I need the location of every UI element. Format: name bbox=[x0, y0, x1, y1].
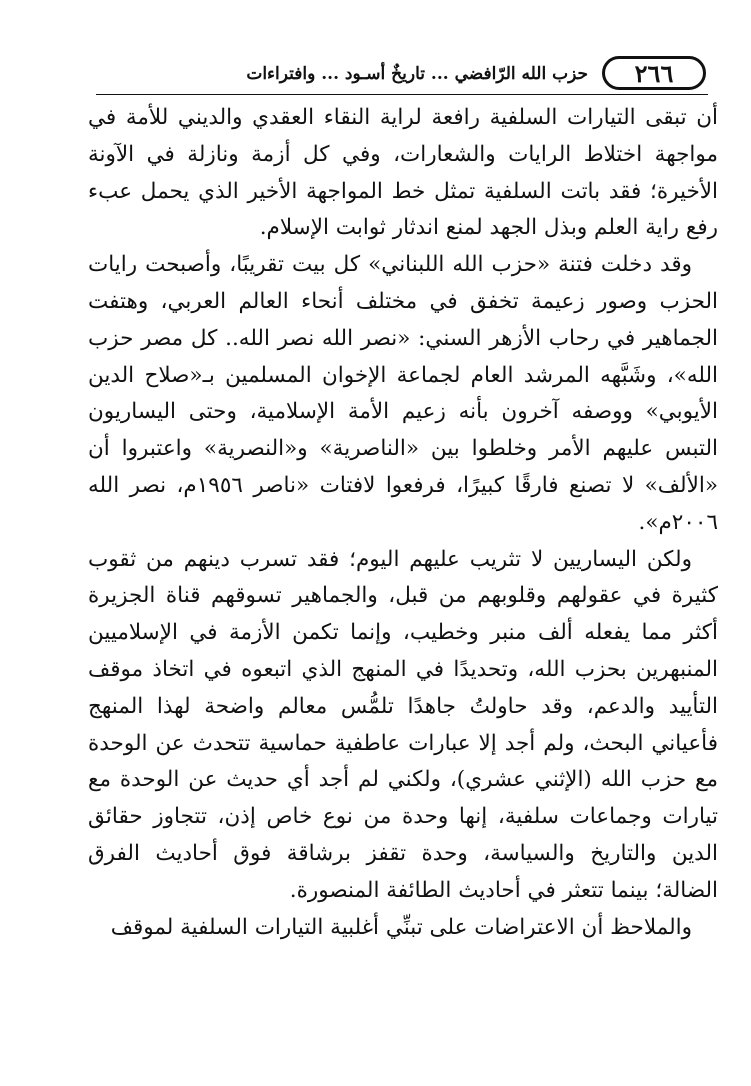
paragraph: وقد دخلت فتنة «حزب الله اللبناني» كل بيت تقريبًا، وأصبحت رايات الحزب وصور زعيمة تخفق في مختلف أنحاء العالم العربي، وهتفت الجماهير في رحاب الأزهر السني: «نصر الله نصر الله.. كل مصر حزب الله»، وشَبَّهه المرشد العام لجماعة الإخوان المسلمين بـ«صلاح الدين الأيوبي» ووصفه آخرون بأنه زعيم الأمة الإسلامية، وحتى اليساريون التبس عليهم الأمر وخلطوا بين «الناصرية» و«النصرية» واعتبروا أن «الألف» لا تصنع فارقًا كبيرًا، فرفعوا لافتات «ناصر ١٩٥٦م، نصر الله ٢٠٠٦م». bbox=[88, 252, 718, 535]
header-divider bbox=[96, 94, 708, 95]
paragraph: أن تبقى التيارات السلفية رافعة لراية النقاء العقدي والديني للأمة في مواجهة اختلاط الرايات والشعارات، وفي كل أزمة ونازلة في الآونة الأخيرة؛ فقد باتت السلفية تمثل خط المواجهة الأخير الذي يحمل عبء رفع راية العلم وبذل الجهد لمنع اندثار ثوابت الإسلام. bbox=[88, 105, 718, 241]
body-text bbox=[88, 100, 718, 1060]
paragraph: والملاحظ أن الاعتراضات على تبنِّي أغلبية التيارات السلفية لموقف bbox=[110, 914, 692, 940]
page-number: ٢٦٦ bbox=[602, 56, 706, 90]
running-title: حزب الله الرّافضي ... تاريخٌ أسـود ... وافتراءات bbox=[246, 64, 588, 84]
paragraph: ولكن اليساريين لا تثريب عليهم اليوم؛ فقد تسرب دينهم من ثقوب كثيرة في عقولهم وقلوبهم من قبل، والجماهير تسوقهم قناة الجزيرة أكثر مما يفعله ألف منبر وخطيب، وإنما تكمن الأزمة في الإسلاميين المنبهرين بحزب الله، وتحديدًا في المنهج الذي اتبعوه في اتخاذ موقف التأييد والدعم، وقد حاولتُ جاهدًا تلمُّس معالم واضحة لهذا المنهج فأعياني البحث، ولم أجد إلا عبارات عاطفية حماسية تتحدث عن الوحدة مع حزب الله (الإثني عشري)، ولكني لم أجد أي حديث عن الوحدة مع تيارات وجماعات سلفية، إنها وحدة من نوع خاص إذن، تتجاوز حقائق الدين والتاريخ والسياسة، وحدة تقفز برشاقة فوق أحاديث الفرق الضالة؛ بينما تتعثر في أحاديث الطائفة المنصورة. bbox=[88, 546, 718, 903]
running-header bbox=[96, 56, 706, 94]
